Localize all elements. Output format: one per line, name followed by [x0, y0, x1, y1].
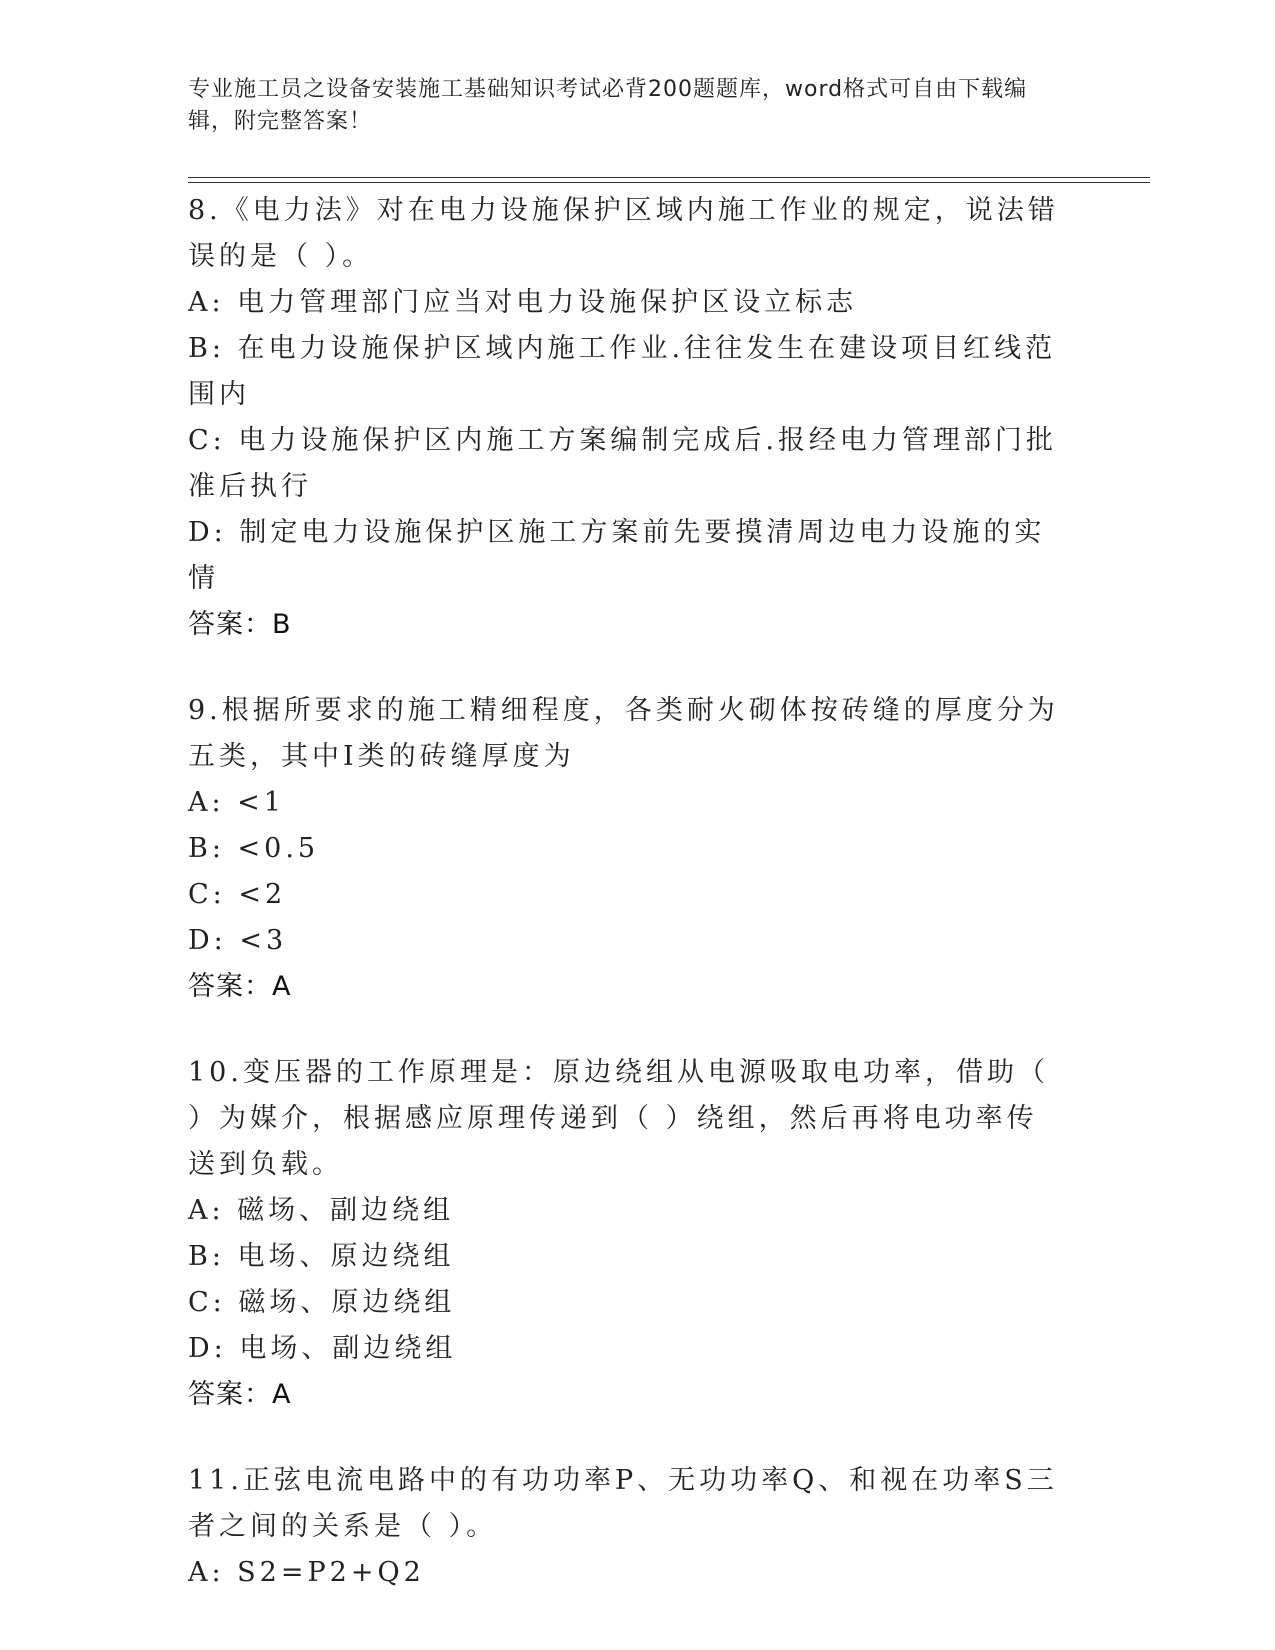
question-text: 11.正弦电流电路中的有功功率P、无功功率Q、和视在功率S三者之间的关系是（ ）。 — [188, 1465, 1058, 1542]
answer-label: 答案：A — [188, 971, 292, 1002]
option-a: A: 电力管理部门应当对电力设施保护区设立标志 — [188, 287, 858, 318]
option-c: C: 磁场、原边绕组 — [188, 1287, 456, 1318]
option-d: D: 电场、副边绕组 — [188, 1333, 457, 1364]
question-text: 8.《电力法》对在电力设施保护区域内施工作业的规定，说法错误的是（ ）。 — [188, 195, 1059, 272]
option-b: B: 在电力设施保护区域内施工作业.往往发生在建设项目红线范围内 — [188, 333, 1057, 410]
header-divider-top — [188, 177, 1150, 178]
option-d: D: <3 — [188, 925, 288, 956]
answer-label: 答案：B — [188, 609, 292, 640]
option-a: A: <1 — [188, 787, 285, 818]
answer-label: 答案：A — [188, 1379, 292, 1410]
question-10 — [188, 1050, 1068, 1418]
option-b: B: 电场、原边绕组 — [188, 1241, 455, 1272]
option-d: D: 制定电力设施保护区施工方案前先要摸清周边电力设施的实情 — [188, 517, 1046, 594]
question-11 — [188, 1458, 1068, 1596]
option-c: C: 电力设施保护区内施工方案编制完成后.报经电力管理部门批准后执行 — [188, 425, 1057, 502]
option-b: B: <0.5 — [188, 833, 320, 864]
question-8 — [188, 188, 1068, 648]
question-text: 10.变压器的工作原理是：原边绕组从电源吸取电功率，借助（ ）为媒介，根据感应原理传递到（ ）绕组，然后再将电功率传送到负载。 — [188, 1057, 1049, 1180]
document-header: 专业施工员之设备安装施工基础知识考试必背200题题库，word格式可自由下载编辑，附完整答案！ — [188, 77, 1028, 134]
option-c: C: <2 — [188, 879, 287, 910]
option-a: A: 磁场、副边绕组 — [188, 1195, 455, 1226]
question-9 — [188, 688, 1068, 1010]
question-text: 9.根据所要求的施工精细程度，各类耐火砌体按砖缝的厚度分为五类，其中I类的砖缝厚度为 — [188, 695, 1059, 772]
header-divider-bottom — [188, 182, 1150, 183]
question-list — [188, 188, 1068, 1636]
option-a: A: S2=P2+Q2 — [188, 1557, 425, 1588]
